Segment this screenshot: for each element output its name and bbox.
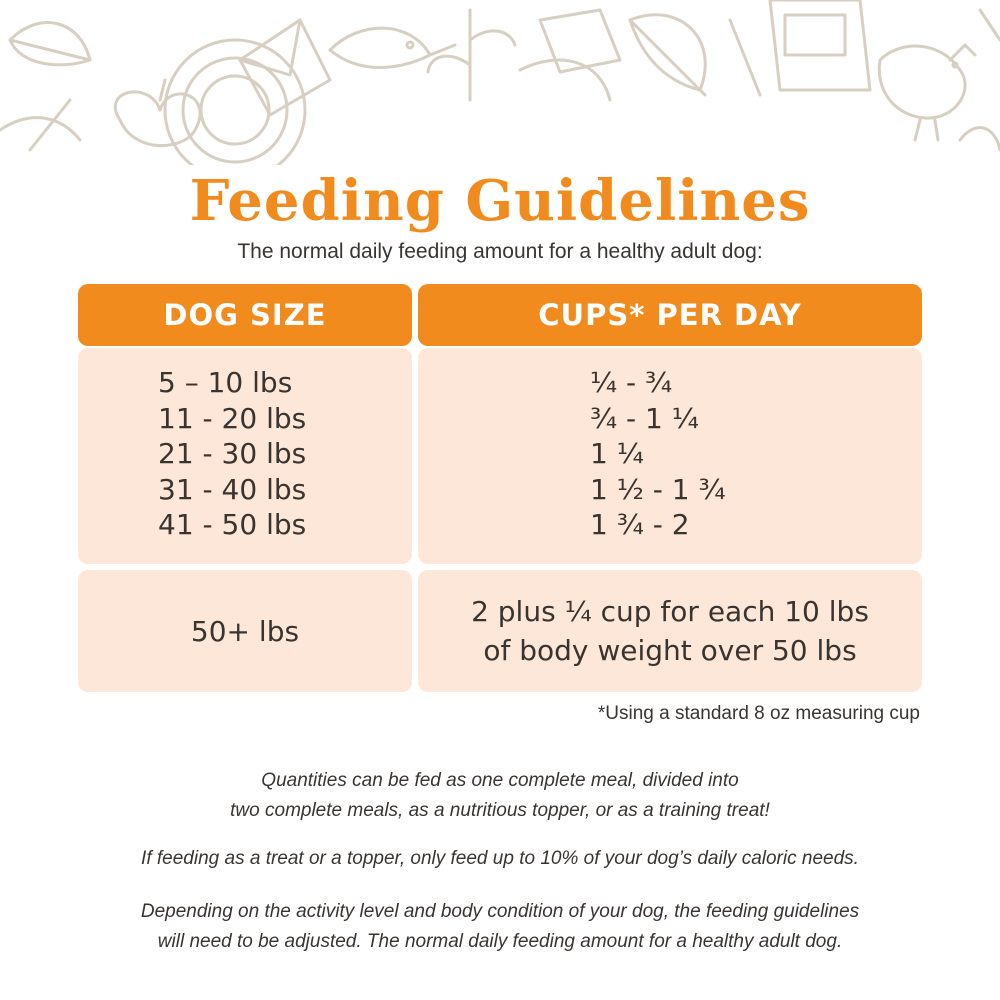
size-value: 41 - 50 lbs [158,508,307,541]
page-title: Feeding Guidelines [189,168,811,234]
bird-icon [330,28,455,67]
page-subtitle: The normal daily feeding amount for a healthy adult dog: [237,240,763,263]
note-meal-options [0,766,1000,826]
note-line: Quantities can be fed as one complete meal, divided into [261,770,739,791]
feather-icon [630,15,760,95]
note-line: will need to be adjusted. The normal daily feeding amount for a healthy adult dog. [157,931,843,952]
cups-value: 1 ¾ - 2 [590,508,690,541]
cups-column [590,365,726,543]
note-treat-limit: If feeding as a treat or a topper, only feed up to 10% of your dog’s daily caloric needs. [141,848,859,869]
note-adjustment [0,897,1000,957]
cups-value: ¾ - 1 ¼ [590,401,699,435]
large-cups-line: 2 plus ¼ cup for each 10 lbs [471,595,869,628]
note-line: two complete meals, as a nutritious topper, or as a training treat! [230,800,770,821]
header-dog-size: DOG SIZE [78,284,412,346]
leaf-icon [10,23,90,65]
cups-value: 1 ½ - 1 ¾ [590,472,726,506]
bowl-icon [165,40,305,165]
size-value: 21 - 30 lbs [158,437,307,470]
size-column [158,365,306,543]
size-value: 31 - 40 lbs [158,472,307,506]
note-line: Depending on the activity level and body condition of your dog, the feeding guidelines [140,901,860,922]
chicken-icon [879,45,975,140]
cups-value: ¼ - ¾ [590,366,673,399]
plant-icon [428,10,620,100]
cups-value: 1 ¼ [590,437,644,470]
large-cups-line: of body weight over 50 lbs [483,634,857,667]
large-size-value: 50+ lbs [190,614,300,648]
size-value: 5 – 10 lbs [158,366,293,399]
header-cups-per-day: CUPS* PER DAY [418,284,922,346]
size-value: 11 - 20 lbs [158,401,307,435]
decorative-pattern [0,0,1000,165]
large-cups-value [418,570,922,692]
footnote: *Using a standard 8 oz measuring cup [597,703,920,724]
envelope-icon [770,0,870,90]
